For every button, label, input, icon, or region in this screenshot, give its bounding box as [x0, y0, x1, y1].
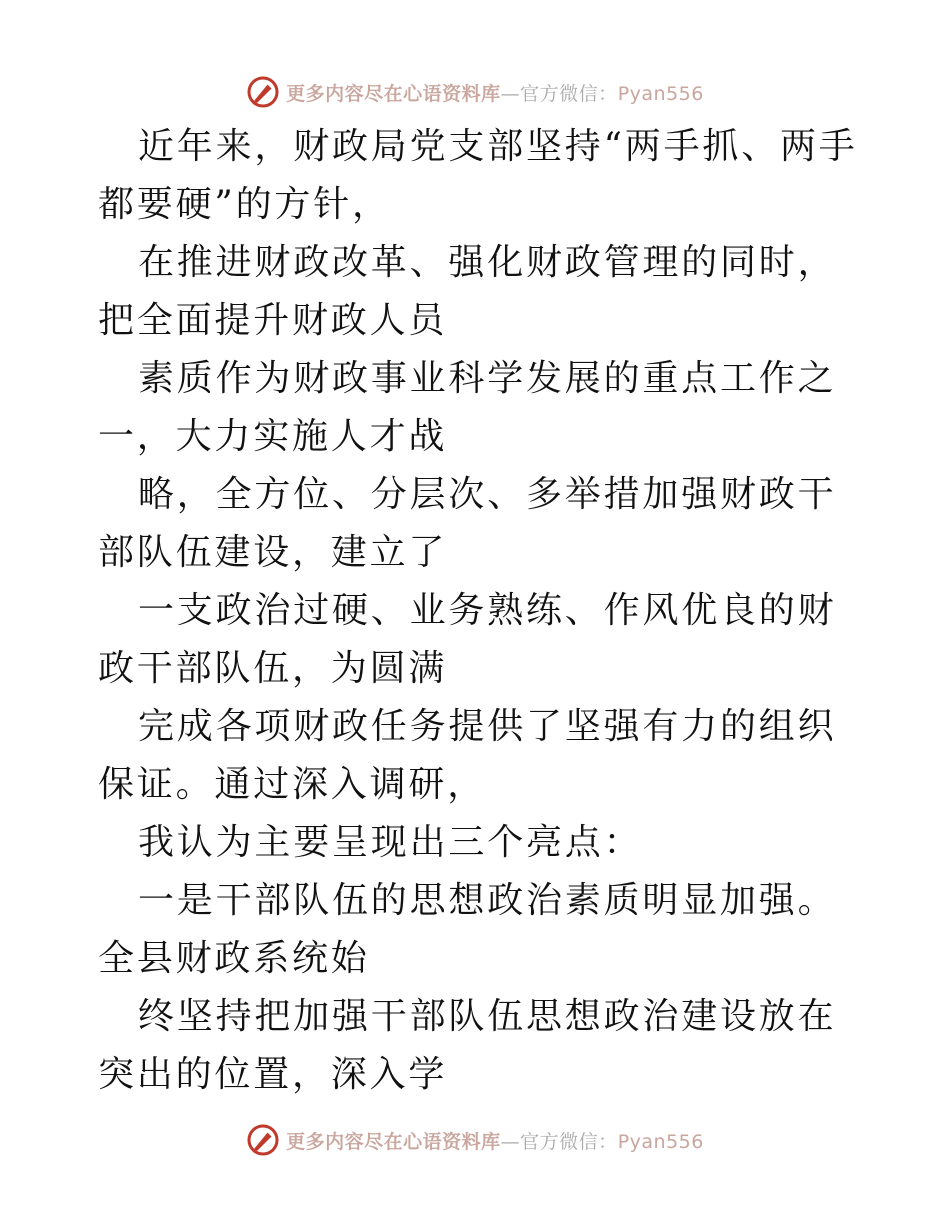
watermark-text: [286, 79, 704, 106]
watermark-id: Pyan556: [617, 1130, 704, 1153]
header-watermark: [0, 72, 950, 112]
watermark-official: 官方微信：: [520, 82, 618, 105]
pen-nib-logo-icon: [246, 75, 280, 109]
watermark-dash: —: [500, 1130, 521, 1153]
watermark-text: [286, 1127, 704, 1154]
watermark-official: 官方微信：: [520, 1130, 618, 1153]
paragraph-2: 在推进财政改革、强化财政管理的同时，把全面提升财政人员: [98, 242, 837, 341]
paragraph-1: 近年来，财政局党支部坚持“两手抓、两手都要硬”的方针，: [98, 126, 858, 225]
watermark-dash: —: [500, 82, 521, 105]
paragraph-9: 终坚持把加强干部队伍思想政治建设放在突出的位置，深入学: [98, 996, 837, 1095]
paragraph-8: 一是干部队伍的思想政治素质明显加强。全县财政系统始: [98, 880, 837, 979]
footer-watermark: [0, 1120, 950, 1160]
pen-nib-logo-icon: [246, 1123, 280, 1157]
paragraph-4: 略，全方位、分层次、多举措加强财政干部队伍建设，建立了: [98, 474, 837, 573]
paragraph-6: 完成各项财政任务提供了坚强有力的组织保证。通过深入调研，: [98, 706, 837, 805]
paragraph-3: 素质作为财政事业科学发展的重点工作之一，大力实施人才战: [98, 358, 837, 457]
watermark-id: Pyan556: [617, 82, 704, 105]
document-body: [98, 118, 858, 1104]
paragraph-5: 一支政治过硬、业务熟练、作风优良的财政干部队伍，为圆满: [98, 590, 837, 689]
watermark-main: 更多内容尽在心语资料库: [286, 1130, 501, 1153]
paragraph-7: 我认为主要呈现出三个亮点：: [138, 822, 643, 863]
watermark-main: 更多内容尽在心语资料库: [286, 82, 501, 105]
